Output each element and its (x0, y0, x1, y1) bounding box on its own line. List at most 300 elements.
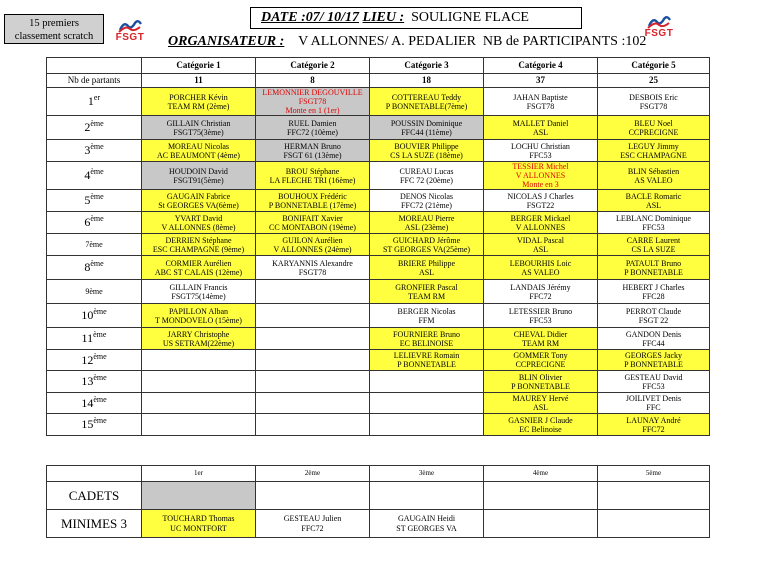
result-cell (370, 88, 484, 116)
cell-line: CS LA SUZE (18ème) (390, 150, 463, 160)
cell-line: JOILIVET Denis (625, 394, 682, 403)
cell-line: LEBLANC Dominique (616, 213, 691, 223)
cell-line: GOMMER Tony (513, 351, 568, 360)
fsgt-logo-left (114, 20, 146, 48)
result-cell (142, 482, 256, 510)
result-cell (598, 212, 710, 234)
cell-line: St GEORGES VA(6ème) (158, 200, 239, 210)
result-cell (142, 88, 256, 116)
cell-line: FFC53 (642, 381, 665, 391)
result-cell (256, 371, 370, 393)
cell-line: V ALLONNES (515, 222, 566, 232)
result-cell (484, 510, 598, 538)
cell-line: RUEL Damien (288, 118, 337, 128)
cell-line: BACLE Romaric (625, 191, 682, 201)
result-cell (598, 116, 710, 140)
rank-number: 13 (81, 374, 94, 388)
result-cell (598, 190, 710, 212)
place-header: 1er (142, 466, 256, 482)
place-header: 2ème (256, 466, 370, 482)
cell-line: LEBOURHIS Loic (509, 258, 572, 268)
result-cell (256, 88, 370, 116)
cell-line: UC MONTFORT (170, 523, 227, 533)
rank-number: 5 (84, 193, 91, 207)
cell-line: BERGER Nicolas (397, 306, 456, 316)
cell-line: V ALLONNES (24ème) (273, 244, 352, 254)
cell-line: FSGT 61 (13ème) (283, 150, 342, 160)
result-cell (370, 116, 484, 140)
result-cell (598, 328, 710, 350)
result-cell (370, 234, 484, 256)
rank-suffix: ème (93, 394, 107, 404)
result-cell (142, 256, 256, 280)
cell-line: LA FLECHE TRI (16ème) (269, 175, 356, 185)
table-row (47, 162, 710, 190)
cell-line: COTTEREAU Teddy (391, 92, 462, 102)
result-cell (256, 256, 370, 280)
organizer-line (168, 34, 646, 50)
table-row (47, 414, 710, 436)
logo-text: FSGT (115, 32, 145, 43)
place-header: 3ème (370, 466, 484, 482)
result-cell (484, 140, 598, 162)
cell-line: GUILON Aurélien (282, 235, 343, 245)
organizer-label: ORGANISATEUR : (168, 34, 285, 49)
result-cell (142, 280, 256, 304)
result-cell (370, 350, 484, 371)
cell-line: GANDON Denis (625, 329, 682, 339)
cell-line: FFC72 (529, 291, 552, 301)
result-cell (598, 88, 710, 116)
table-row (47, 510, 710, 538)
cell-line: CS LA SUZE (631, 244, 676, 254)
cell-line: TEAM RM (2ème) (167, 101, 230, 111)
lieu-label: LIEU : (362, 10, 405, 25)
result-cell (484, 234, 598, 256)
cell-line: CC MONTABON (19ème) (269, 222, 356, 232)
rank-number: 1 (87, 94, 94, 108)
cell-line: TEAM RM (521, 338, 560, 348)
cell-line: TESSIER Michel (512, 162, 569, 171)
result-cell (598, 234, 710, 256)
cell-line: FFC72 (301, 523, 324, 533)
rank-suffix: ème (93, 330, 107, 339)
table-row (47, 280, 710, 304)
rank-suffix: ème (90, 167, 104, 176)
date-label: DATE : (261, 10, 306, 25)
cell-line: FFC44 (11ème) (401, 127, 452, 137)
cell-line: FFM (418, 315, 435, 325)
rank-number: 8 (84, 260, 91, 274)
rank-number: 3 (84, 143, 91, 157)
cell-line: LELIEVRE Romain (393, 351, 460, 360)
cell-line: P BONNETABLE (17ème) (268, 200, 357, 210)
rank-number: 4 (84, 168, 91, 182)
cell-line: KARYANNIS Alexandre (272, 258, 353, 268)
cell-line: FFC72 (642, 424, 665, 434)
results-table (46, 57, 710, 436)
result-cell (142, 414, 256, 436)
cell-line: P BONNETABLE (511, 381, 570, 391)
place-header: 5ème (598, 466, 710, 482)
cell-line: AS VALEO (634, 175, 673, 185)
result-cell (598, 256, 710, 280)
category-header: Catégorie 5 (598, 58, 710, 74)
rank-cell (47, 350, 142, 371)
youth-results-table (46, 465, 710, 538)
table-row (47, 256, 710, 280)
cell-line: GILLAIN Christian (166, 118, 231, 128)
cell-line: BERGER Mickael (510, 213, 571, 223)
rank-cell (47, 162, 142, 190)
cell-line: JAHAN Baptiste (513, 92, 568, 102)
rank-number: 10 (81, 308, 94, 322)
cell-line: TEAM RM (407, 291, 446, 301)
result-cell (142, 350, 256, 371)
table-row (47, 212, 710, 234)
cell-line: LOCHU Christian (511, 141, 570, 151)
cell-line: ESC CHAMPAGNE (620, 150, 687, 160)
scratch-ranking-box (4, 14, 104, 44)
cell-line: MALLET Daniel (512, 118, 569, 128)
result-cell (142, 140, 256, 162)
cell-line: GAUGAIN Heidi (397, 513, 456, 523)
cell-line: FFC53 (529, 315, 552, 325)
result-cell (484, 190, 598, 212)
cell-line: GILLAIN Francis (169, 282, 228, 292)
table-row (47, 234, 710, 256)
rank-suffix: er (93, 93, 101, 102)
rank-suffix: ème (90, 214, 104, 223)
rank-suffix: ème (93, 373, 107, 382)
rank-number: 2 (84, 120, 91, 134)
cell-line: FFC44 (642, 338, 665, 348)
cell-line: HOUDOIN David (169, 166, 228, 176)
result-cell (484, 328, 598, 350)
result-cell (598, 371, 710, 393)
result-cell (142, 116, 256, 140)
rank-number: 6 (84, 215, 91, 229)
cell-line: NICOLAS J Charles (507, 191, 574, 201)
rank-number: 11 (81, 331, 94, 345)
result-cell (484, 304, 598, 328)
result-cell (256, 414, 370, 436)
logo-text: FSGT (644, 28, 674, 39)
cell-line: PATAULT Bruno (625, 258, 682, 268)
rank-suffix: ème (93, 307, 107, 316)
cell-line: DENOS Nicolas (399, 191, 454, 201)
cell-line: FFC72 (21ème) (401, 200, 452, 210)
cell-line: P BONNETABLE (624, 267, 683, 277)
cell-line: ASL (23ème) (404, 222, 449, 232)
category-header: Catégorie 1 (142, 58, 256, 74)
result-cell (598, 350, 710, 371)
result-cell (142, 234, 256, 256)
cell-line: CUREAU Lucas (399, 166, 454, 176)
result-cell (142, 190, 256, 212)
participants-count: NB de PARTICIPANTS :102 (482, 34, 647, 49)
rank-suffix: ème (90, 142, 104, 151)
fsgt-logo-right (643, 16, 675, 44)
starters-count: 25 (598, 74, 710, 88)
cell-line: LEMONNIER DEGOUVILLE (262, 88, 363, 97)
table-row (47, 140, 710, 162)
cell-line: PERROT Claude (625, 306, 682, 316)
starters-count: 37 (484, 74, 598, 88)
places-header-row (47, 466, 710, 482)
cell-line: BLEU Noel (634, 118, 673, 128)
cell-line: FSGT75(3ème) (173, 127, 224, 137)
rank-number: 12 (81, 352, 94, 367)
youth-category-label: CADETS (47, 482, 142, 510)
result-cell (370, 256, 484, 280)
table-row (47, 393, 710, 414)
cell-line: CCPRECIGNE (628, 127, 679, 137)
table-row (47, 482, 710, 510)
cell-line: AS VALEO (521, 267, 560, 277)
date-location-box (250, 7, 582, 29)
cell-line: FSGT91(5ème) (173, 175, 224, 185)
cell-line: BONIFAIT Xavier (282, 213, 343, 223)
result-cell (598, 510, 710, 538)
result-cell (598, 482, 710, 510)
result-cell (484, 414, 598, 436)
cell-line: FSGT75(14ème) (171, 291, 226, 301)
result-cell (142, 510, 256, 538)
result-cell (256, 280, 370, 304)
cell-line: BLIN Olivier (518, 372, 563, 382)
corner-cell (47, 58, 142, 74)
cell-line: GESTEAU Julien (283, 513, 342, 523)
cell-line: BLIN Sébastien (627, 166, 680, 176)
result-cell (370, 482, 484, 510)
result-cell (598, 304, 710, 328)
result-cell (142, 371, 256, 393)
cell-line: Monte en 3 (522, 180, 559, 189)
cell-line: ASL (532, 403, 549, 412)
rank-cell (47, 393, 142, 414)
lieu-value: SOULIGNE FLACE (411, 10, 529, 25)
rank-cell (47, 414, 142, 436)
result-cell (256, 190, 370, 212)
cell-line: LANDAIS Jérémy (510, 282, 571, 292)
organizer-value: V ALLONNES/ A. PEDALIER (298, 34, 476, 49)
cell-line: CARRE Laurent (626, 235, 681, 245)
rank-suffix: ème (93, 351, 107, 361)
corner-cell (47, 466, 142, 482)
result-cell (484, 393, 598, 414)
rank-cell (47, 140, 142, 162)
cell-line: FFC53 (642, 222, 665, 232)
category-header: Catégorie 2 (256, 58, 370, 74)
result-cell (484, 482, 598, 510)
result-cell (256, 162, 370, 190)
cell-line: FSGT 22 (638, 315, 669, 325)
rank-cell (47, 190, 142, 212)
rank-number: 14 (81, 395, 94, 410)
result-cell (142, 212, 256, 234)
result-cell (370, 393, 484, 414)
starters-count: 11 (142, 74, 256, 88)
rank-cell (47, 88, 142, 116)
result-cell (484, 88, 598, 116)
youth-category-label: MINIMES 3 (47, 510, 142, 538)
cell-line: MAUREY Hervé (512, 394, 569, 403)
date-value: 07/ 10/17 (305, 10, 360, 25)
result-cell (484, 162, 598, 190)
rank-cell (47, 371, 142, 393)
starters-count: 8 (256, 74, 370, 88)
table-row (47, 116, 710, 140)
result-cell (256, 116, 370, 140)
cell-line: GRONFIER Pascal (395, 282, 458, 292)
result-cell (256, 328, 370, 350)
result-cell (256, 212, 370, 234)
cell-line: FSGT78 (298, 267, 327, 277)
cell-line: PORCHER Kévin (169, 92, 228, 102)
cell-line: P BONNETABLE (624, 360, 683, 369)
rank-suffix: ème (90, 119, 104, 128)
cell-line: JARRY Christophe (167, 329, 230, 339)
result-cell (484, 280, 598, 304)
cell-line: V ALLONNES (515, 171, 566, 180)
rank-number: 7ème (85, 240, 103, 249)
cell-line: V ALLONNES (8ème) (161, 222, 236, 232)
result-cell (142, 162, 256, 190)
cell-line: ESC CHAMPAGNE (9ème) (152, 244, 245, 254)
result-cell (484, 256, 598, 280)
cell-line: GASNIER J Claude (508, 415, 573, 425)
cell-line: ASL (532, 244, 549, 254)
cell-line: CCPRECIGNE (515, 360, 566, 369)
cell-line: P BONNETABLE(7ème) (385, 101, 468, 111)
result-cell (256, 140, 370, 162)
cell-line: POUSSIN Dominique (390, 118, 463, 128)
cell-line: EC Belinoise (519, 424, 562, 434)
cell-line: ST GEORGES VA(25ème) (382, 244, 471, 254)
cell-line: CORMIER Aurélien (165, 258, 232, 268)
cell-line: FOURNIERE Bruno (393, 329, 460, 339)
place-header: 4ème (484, 466, 598, 482)
result-cell (370, 328, 484, 350)
result-cell (370, 190, 484, 212)
cell-line: VIDAL Pascal (516, 235, 565, 245)
cell-line: FSGT22 (526, 200, 555, 210)
cell-line: T MONDOVELO (15ème) (155, 315, 242, 325)
cell-line: FFC 72 (20ème) (400, 175, 453, 185)
result-cell (370, 212, 484, 234)
starters-label: Nb de partants (47, 74, 142, 88)
cell-line: ASL (645, 200, 662, 210)
cell-line: ST GEORGES VA (396, 523, 457, 533)
rank-suffix: ème (90, 192, 104, 201)
result-cell (370, 280, 484, 304)
result-cell (142, 393, 256, 414)
result-cell (256, 482, 370, 510)
rank-cell (47, 304, 142, 328)
rank-cell (47, 280, 142, 304)
table-row (47, 371, 710, 393)
cell-line: GEORGES Jacky (624, 351, 683, 360)
cell-line: GESTEAU David (624, 372, 683, 382)
table-row (47, 304, 710, 328)
cell-line: EC BELINOISE (399, 338, 454, 348)
category-header: Catégorie 3 (370, 58, 484, 74)
cell-line: FFC53 (529, 150, 552, 160)
cell-line: ASL (418, 267, 435, 277)
result-cell (142, 328, 256, 350)
cell-line: ABC ST CALAIS (12ème) (154, 267, 243, 277)
cell-line: FFC72 (10ème) (287, 127, 338, 137)
result-cell (142, 304, 256, 328)
cell-line: BROU Stéphane (285, 166, 340, 176)
rank-suffix: ème (90, 259, 104, 268)
result-cell (484, 116, 598, 140)
starters-row (47, 74, 710, 88)
rank-cell (47, 234, 142, 256)
rank-number: 15 (81, 417, 94, 431)
result-cell (598, 280, 710, 304)
cell-line: GUICHARD Jérôme (392, 235, 461, 245)
scratch-box-line2: classement scratch (14, 31, 94, 42)
cell-line: US SETRAM(22ème) (162, 338, 235, 348)
cell-line: MOREAU Pierre (398, 213, 455, 223)
cell-line: FSGT78 (639, 101, 668, 111)
result-cell (256, 350, 370, 371)
result-cell (256, 393, 370, 414)
cell-line: DESBOIS Eric (629, 92, 678, 102)
rank-cell (47, 116, 142, 140)
cell-line: MOREAU Nicolas (167, 141, 230, 151)
result-cell (370, 140, 484, 162)
result-cell (370, 304, 484, 328)
result-cell (370, 510, 484, 538)
result-cell (598, 393, 710, 414)
result-cell (370, 414, 484, 436)
result-cell (256, 234, 370, 256)
result-cell (598, 162, 710, 190)
cell-line: BRIERE Philippe (397, 258, 456, 268)
result-cell (256, 510, 370, 538)
category-header-row (47, 58, 710, 74)
cell-line: PAPILLON Alban (168, 306, 229, 316)
table-row (47, 190, 710, 212)
cell-line: DERRIEN Stéphane (165, 235, 232, 245)
table-row (47, 328, 710, 350)
rank-number: 9ème (85, 287, 103, 296)
cell-line: GAUGAIN Fabrice (166, 191, 231, 201)
cell-line: FSGT78 (526, 101, 555, 111)
table-row (47, 350, 710, 371)
cell-line: HEBERT J Charles (622, 282, 685, 292)
table-row (47, 88, 710, 116)
starters-count: 18 (370, 74, 484, 88)
cell-line: LAUNAY André (626, 415, 681, 425)
result-cell (598, 140, 710, 162)
result-cell (484, 371, 598, 393)
result-cell (484, 212, 598, 234)
cell-line: TOUCHARD Thomas (162, 513, 235, 523)
result-cell (598, 414, 710, 436)
cell-line: ASL (532, 127, 549, 137)
cell-line: FFC (646, 403, 661, 412)
cell-line: LETESSIER Bruno (508, 306, 573, 316)
rank-suffix: ème (93, 416, 107, 425)
cell-line: LEGUY Jimmy (628, 141, 679, 151)
cell-line: P BONNETABLE (397, 360, 456, 369)
cell-line: FSGT78 (298, 97, 327, 106)
result-cell (484, 350, 598, 371)
